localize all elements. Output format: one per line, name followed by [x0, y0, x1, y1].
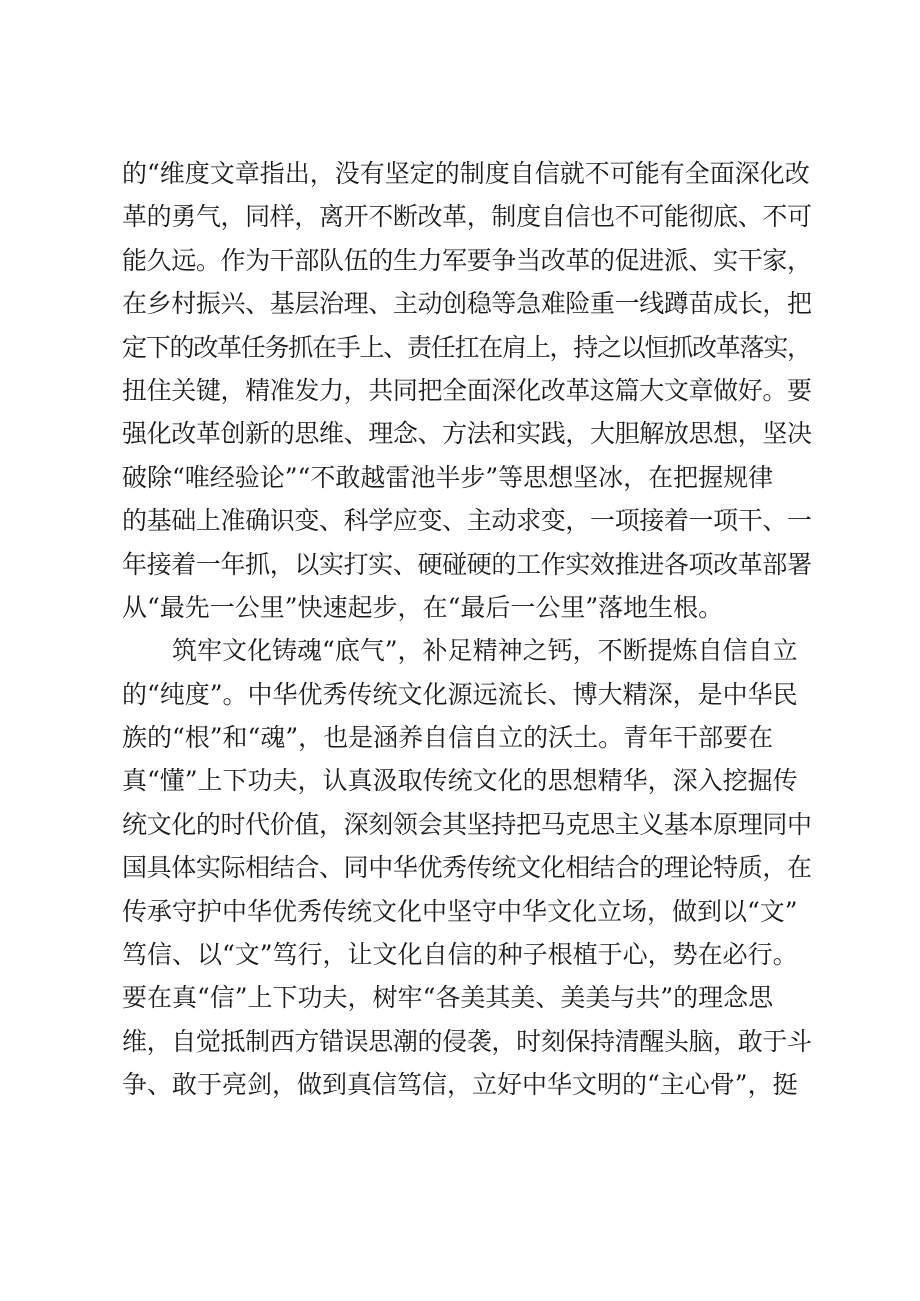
text-line: 笃信、以“文”笃行，让文化自信的种子根植于心，势在必行。: [122, 940, 798, 970]
paragraph-1: [122, 152, 812, 629]
text-line: 年接着一年抓，以实打实、硬碰硬的工作实效推进各项改革部署: [122, 549, 812, 579]
paragraph-2: [122, 629, 812, 1106]
text-line: 在乡村振兴、基层治理、主动创稳等急难险重一线蹲苗成长，把: [122, 289, 812, 319]
text-line: 能久远。作为干部队伍的生力军要争当改革的促进派、实干家，: [122, 245, 812, 275]
text-line: 的“纯度”。中华优秀传统文化源远流长、博大精深，是中华民: [122, 679, 798, 709]
text-line: 维，自觉抵制西方错误思潮的侵袭，时刻保持清醒头脑，敢于斗: [122, 1026, 812, 1056]
text-line: 筑牢文化铸魂“底气”，补足精神之钙，不断提炼自信自立: [172, 636, 798, 666]
text-line: 革的勇气，同样，离开不断改革，制度自信也不可能彻底、不可: [122, 202, 812, 232]
text-line: 真“懂”上下功夫，认真汲取传统文化的思想精华，深入挖掘传: [122, 766, 798, 796]
text-line: 传承守护中华优秀传统文化中坚守中华文化立场，做到以“文”: [122, 896, 798, 926]
text-line: 的“维度文章指出，没有坚定的制度自信就不可能有全面深化改: [122, 159, 810, 188]
text-line: 要在真“信”上下功夫，树牢“各美其美、美美与共”的理念思: [122, 983, 774, 1013]
text-line: 从“最先一公里”快速起步，在“最后一公里”落地生根。: [122, 592, 724, 622]
text-line: 国具体实际相结合、同中华优秀传统文化相结合的理论特质，在: [122, 853, 812, 883]
body-text: [122, 152, 812, 1107]
text-line: 统文化的时代价值，深刻领会其坚持把马克思主义基本原理同中: [122, 809, 812, 839]
text-line: 争、敢于亮剑，做到真信笃信，立好中华文明的“主心骨”，挺: [122, 1070, 798, 1100]
text-line: 族的“根”和“魂”，也是涵养自信自立的沃土。青年干部要在: [122, 723, 774, 753]
text-line: 破除“唯经验论”“不敢越雷池半步”等思想坚冰，在把握规律: [122, 462, 774, 492]
text-line: 扭住关键，精准发力，共同把全面深化改革这篇大文章做好。要: [122, 375, 812, 405]
text-line: 强化改革创新的思维、理念、方法和实践，大胆解放思想，坚决: [122, 419, 812, 449]
text-line: 定下的改革任务抓在手上、责任扛在肩上，持之以恒抓改革落实，: [122, 332, 811, 362]
text-line: 的基础上准确识变、科学应变、主动求变，一项接着一项干、一: [122, 506, 812, 536]
